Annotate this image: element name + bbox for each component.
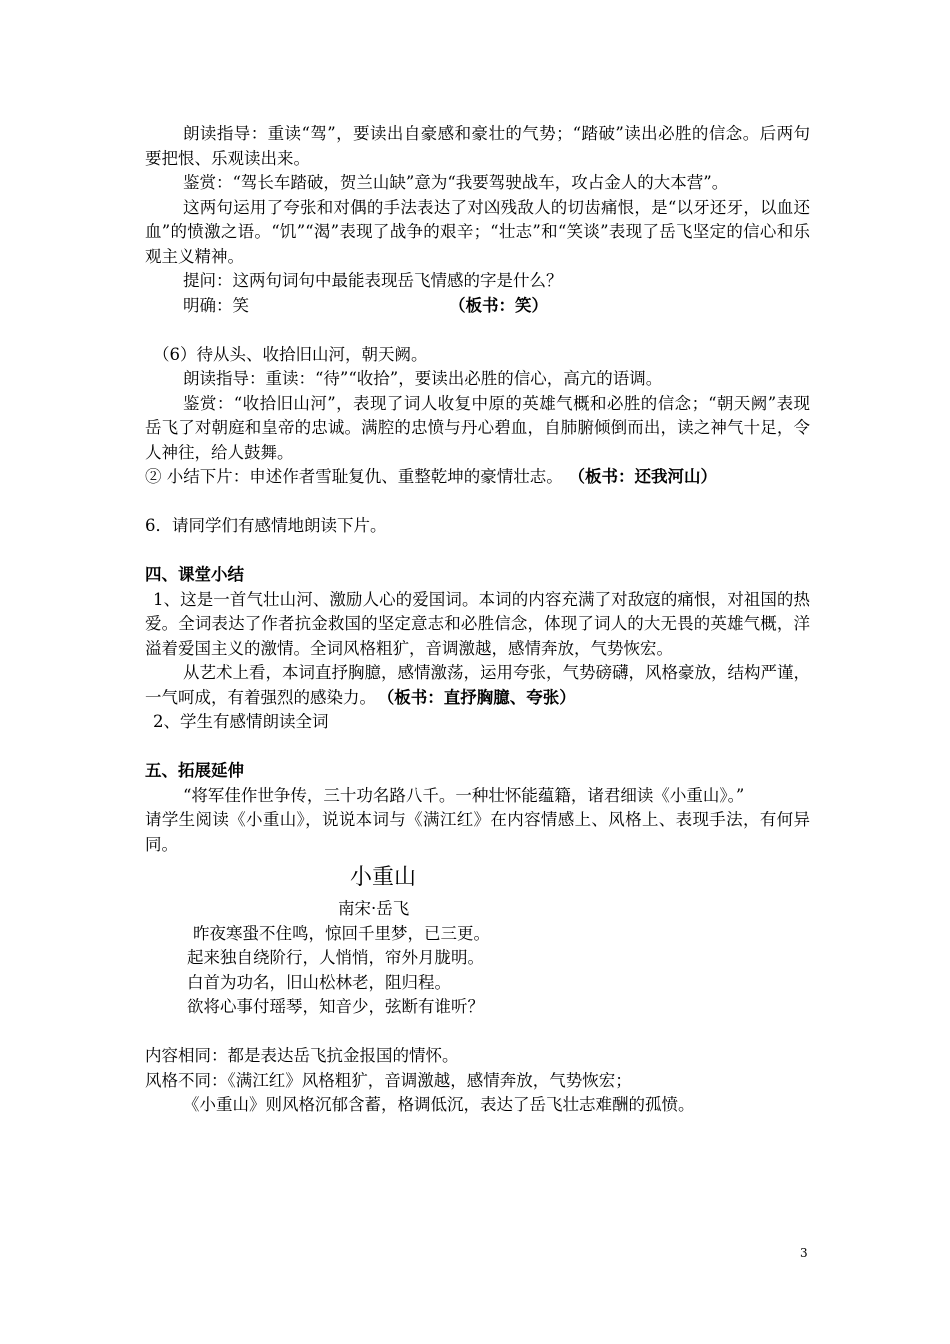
poem-title: 小重山 [350,865,417,890]
task-paragraph: 请学生阅读《小重山》，说说本词与《满江红》在内容情感上、风格上、表现手法，有何异同。 [145,810,810,854]
spacer [145,735,810,760]
reading-guide-paragraph: 朗读指导：重读：“待”“收拾”，要读出必胜的信心，高亢的语调。 [183,369,663,388]
section-heading: 五、拓展延伸 [145,761,244,780]
spacer [145,490,810,515]
section-heading: 四、课堂小结 [145,565,244,584]
instruction-paragraph: 2、学生有感情朗读全词 [153,712,329,731]
quote-paragraph: “将军佳作世争传，三十功名路八千。一种壮怀能蕴籍，诸君细读《小重山》。” [183,785,745,805]
board-note: （板书：直抒胸臆、夸张） [386,687,576,707]
poem-line: 昨夜寒蛩不住鸣，惊回千里梦，已三更。 [193,923,490,943]
board-note: （板书：笑） [449,295,548,315]
poem-author: 南宋·岳飞 [338,899,410,918]
appreciation-paragraph: 鉴赏：“驾长车踏破，贺兰山缺”意为“我要驾驶战车，攻占金人的大本营”。 [183,173,729,192]
board-note: （板书：还我河山） [576,467,717,486]
summary-paragraph: 1、这是一首气壮山河、激励人心的爱国词。本词的内容充满了对敌寇的痛恨，对祖国的热爱。全词表达了作者抗金救国的坚定意志和必胜信念，体现了词人的大无畏的英雄气概，洋溢着爱国主义的激情。全词风格粗犷，音调激越，感情奔放，气势恢宏。 [145,589,810,658]
page-number: 3 [800,1246,808,1260]
appreciation-paragraph: 鉴赏：“收拾旧山河”，表现了词人收复中原的英雄气概和必胜的信念；“朝天阙”表现岳飞了对朝庭和皇帝的忠诚。满腔的忠愤与丹心碧血，自肺腑倾倒而出，读之神气十足，令人神往，给人鼓舞。 [145,393,810,462]
technique-paragraph: 这两句运用了夸张和对偶的手法表达了对凶残敌人的切齿痛恨，是“以牙还牙，以血还血”的愤激之语。“饥”“渴”表现了战争的艰辛；“壮志”和“笑谈”表现了岳飞坚定的信心和乐观主义精神。 [145,197,810,266]
summary-text: ② 小结下片：申述作者雪耻复仇、重整乾坤的豪情壮志。 [145,467,563,486]
answer-text: 明确：笑 [183,295,249,315]
poem-line: 白首为功名，旧山松林老，阻归程。 [187,972,451,992]
art-paragraph [145,661,810,710]
spacer [145,539,810,564]
spacer [145,1020,810,1045]
answer-paragraph [145,294,810,319]
comparison-paragraph: 内容相同：都是表达岳飞抗金报国的情怀。 [145,1046,459,1065]
reading-guide-paragraph: 朗读指导：重读“驾”，要读出自豪感和豪壮的气势；“踏破”读出必胜的信念。后两句要把恨、乐观读出来。 [145,124,810,168]
poem-line: 起来独自绕阶行，人悄悄，帘外月胧明。 [187,948,484,967]
art-text: 从艺术上看，本词直抒胸臆，感情激荡，运用夸张，气势磅礴，风格豪放，结构严谨，一气呵成，有着强烈的感染力。 [145,663,810,707]
instruction-paragraph: 6．请同学们有感情地朗读下片。 [145,516,387,535]
page-content [145,122,810,1118]
comparison-paragraph: 《小重山》则风格沉郁含蓄，格调低沉，表达了岳飞壮志难酬的孤愤。 [183,1095,695,1114]
question-paragraph: 提问：这两句词句中最能表现岳飞情感的字是什么？ [183,271,563,290]
spacer [145,318,810,343]
poem-line: 欲将心事付瑶琴，知音少，弦断有谁听？ [187,997,484,1016]
comparison-paragraph: 风格不同：《满江红》风格粗犷，音调激越，感情奔放，气势恢宏； [145,1070,632,1090]
summary-paragraph [145,465,810,490]
verse-six-heading: （6）待从头、收拾旧山河，朝天阙。 [153,344,428,364]
